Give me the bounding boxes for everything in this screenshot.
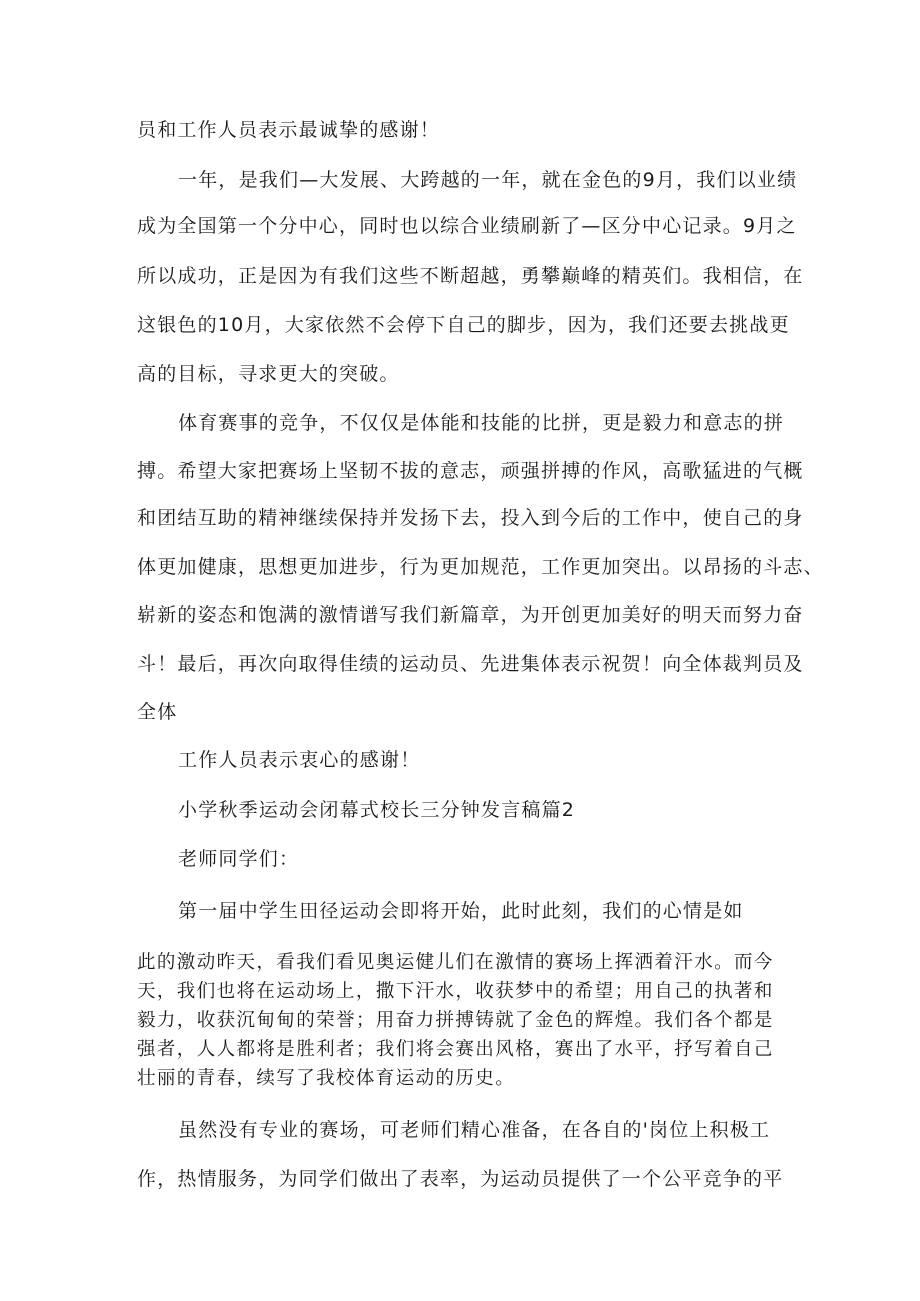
text-line: 成为全国第一个分中心，同时也以综合业绩刷新了—区分中心记录。9月之 xyxy=(137,215,797,237)
salutation: 老师同学们： xyxy=(178,848,300,870)
text-line: 一年，是我们—大发展、大跨越的一年，就在金色的9月，我们以业绩 xyxy=(178,169,798,191)
text-line: 毅力，收获沉甸甸的荣誉；用奋力拼搏铸就了金色的辉煌。我们各个都是 xyxy=(137,1010,774,1031)
text-line: 天，我们也将在运动场上，撒下汗水，收获梦中的希望；用自己的执著和 xyxy=(137,981,774,1002)
text-line: 强者，人人都将是胜利者；我们将会赛出风格，赛出了水平，抒写着自己 xyxy=(137,1039,774,1060)
text-line: 搏。希望大家把赛场上坚韧不拔的意志，顽强拼搏的作风，高歌猛进的气概 xyxy=(137,460,804,482)
text-line: 作，热情服务，为同学们做出了表率，为运动员提供了一个公平竞争的平 xyxy=(137,1168,784,1190)
text-line: 虽然没有专业的赛场，可老师们精心准备，在各自的'岗位上积极工 xyxy=(178,1119,771,1141)
text-line: 体育赛事的竞争，不仅仅是体能和技能的比拼，更是毅力和意志的拼 xyxy=(178,412,785,434)
text-line: 工作人员表示衷心的感谢！ xyxy=(178,749,421,771)
text-line: 壮丽的青春，续写了我校体育运动的历史。 xyxy=(137,1068,516,1089)
section-heading: 小学秋季运动会闭幕式校长三分钟发言稿篇2 xyxy=(178,799,576,821)
text-line: 这银色的10月，大家依然不会停下自己的脚步，因为，我们还要去挑战更 xyxy=(137,314,790,336)
text-line: 和团结互助的精神继续保持并发扬下去，投入到今后的工作中，使自己的身 xyxy=(137,507,804,529)
text-line: 高的目标，寻求更大的突破。 xyxy=(137,363,400,385)
text-line: 斗！最后，再次向取得佳绩的运动员、先进集体表示祝贺！向全体裁判员及 xyxy=(137,653,804,675)
text-line: 此的激动昨天，看我们看见奥运健儿们在激情的赛场上挥洒着汗水。而今 xyxy=(137,952,774,973)
text-line: 全体 xyxy=(137,701,178,723)
text-line: 崭新的姿态和饱满的激情谱写我们新篇章，为开创更加美好的明天而努力奋 xyxy=(137,604,804,626)
text-line: 员和工作人员表示最诚挚的感谢！ xyxy=(137,119,441,141)
text-line: 第一届中学生田径运动会即将开始，此时此刻，我们的心情是如 xyxy=(178,900,744,922)
text-line: 体更加健康，思想更加进步，行为更加规范，工作更加突出。以昂扬的斗志、 xyxy=(137,556,824,578)
text-line: 所以成功，正是因为有我们这些不断超越，勇攀巅峰的精英们。我相信，在 xyxy=(137,265,804,287)
